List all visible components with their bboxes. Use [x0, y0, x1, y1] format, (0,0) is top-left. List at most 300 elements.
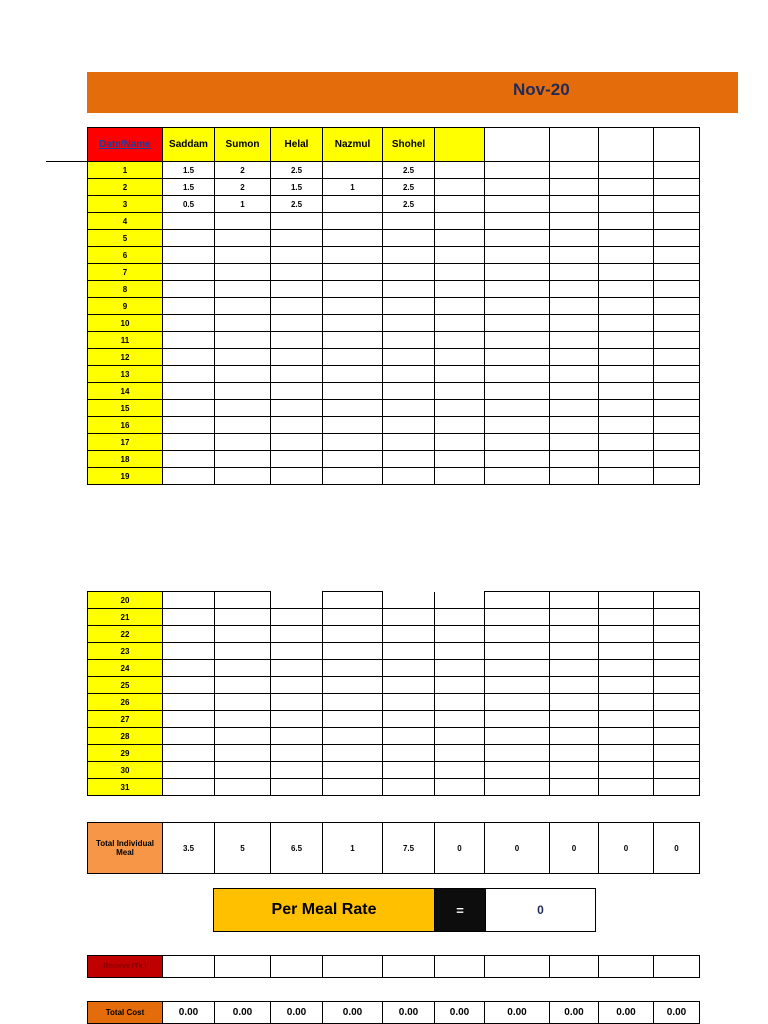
meal-cell[interactable]	[323, 468, 383, 485]
meal-cell[interactable]	[215, 213, 271, 230]
meal-cell[interactable]	[163, 609, 215, 626]
meal-cell[interactable]	[435, 179, 485, 196]
meal-cell[interactable]	[163, 694, 215, 711]
meal-cell[interactable]	[383, 315, 435, 332]
meal-cell[interactable]	[485, 281, 550, 298]
meal-cell[interactable]	[435, 694, 485, 711]
meal-cell[interactable]	[383, 468, 435, 485]
meal-cell[interactable]	[323, 349, 383, 366]
meal-cell[interactable]	[550, 468, 599, 485]
per-meal-rate-value[interactable]: 0	[485, 889, 595, 931]
meal-cell[interactable]	[599, 349, 654, 366]
meal-cell[interactable]	[654, 660, 700, 677]
meal-cell[interactable]	[654, 281, 700, 298]
meal-cell[interactable]	[599, 298, 654, 315]
meal-cell[interactable]	[485, 728, 550, 745]
meal-cell[interactable]	[215, 315, 271, 332]
meal-cell[interactable]	[323, 609, 383, 626]
meal-cell[interactable]	[215, 349, 271, 366]
meal-cell[interactable]	[383, 626, 435, 643]
meal-cell[interactable]	[383, 332, 435, 349]
meal-cell[interactable]	[163, 592, 215, 609]
meal-cell[interactable]	[323, 281, 383, 298]
meal-cell[interactable]	[383, 213, 435, 230]
meal-cell[interactable]	[271, 213, 323, 230]
meal-cell[interactable]	[271, 417, 323, 434]
meal-cell[interactable]	[485, 609, 550, 626]
meal-cell[interactable]	[383, 728, 435, 745]
meal-cell[interactable]	[215, 779, 271, 796]
meal-cell[interactable]	[271, 349, 323, 366]
meal-cell[interactable]	[163, 677, 215, 694]
meal-cell[interactable]	[215, 247, 271, 264]
meal-cell[interactable]	[550, 332, 599, 349]
meal-cell[interactable]	[271, 745, 323, 762]
meal-cell[interactable]	[383, 745, 435, 762]
meal-cell[interactable]	[485, 434, 550, 451]
meal-cell[interactable]	[215, 400, 271, 417]
meal-cell[interactable]	[550, 315, 599, 332]
meal-cell[interactable]: 1.5	[271, 179, 323, 196]
meal-cell[interactable]	[383, 592, 435, 609]
meal-cell[interactable]	[383, 677, 435, 694]
meal-cell[interactable]	[163, 400, 215, 417]
meal-cell[interactable]	[323, 264, 383, 281]
meal-cell[interactable]	[550, 213, 599, 230]
meal-cell[interactable]	[485, 298, 550, 315]
meal-cell[interactable]	[271, 247, 323, 264]
meal-cell[interactable]	[599, 281, 654, 298]
meal-cell[interactable]	[485, 745, 550, 762]
meal-cell[interactable]	[435, 366, 485, 383]
meal-cell[interactable]	[323, 451, 383, 468]
meal-cell[interactable]	[485, 660, 550, 677]
meal-cell[interactable]	[215, 366, 271, 383]
meal-cell[interactable]	[163, 728, 215, 745]
meal-cell[interactable]	[163, 762, 215, 779]
meal-cell[interactable]	[323, 196, 383, 213]
meal-cell[interactable]	[323, 728, 383, 745]
meal-cell[interactable]	[215, 281, 271, 298]
meal-cell[interactable]	[654, 213, 700, 230]
meal-cell[interactable]	[599, 660, 654, 677]
meal-cell[interactable]	[654, 400, 700, 417]
meal-cell[interactable]	[550, 626, 599, 643]
meal-cell[interactable]	[599, 451, 654, 468]
meal-cell[interactable]	[435, 383, 485, 400]
meal-cell[interactable]	[383, 762, 435, 779]
meal-cell[interactable]	[654, 264, 700, 281]
meal-cell[interactable]: 0.5	[163, 196, 215, 213]
meal-cell[interactable]	[550, 728, 599, 745]
meal-cell[interactable]	[323, 383, 383, 400]
meal-cell[interactable]	[599, 247, 654, 264]
meal-cell[interactable]	[271, 434, 323, 451]
meal-cell[interactable]	[485, 366, 550, 383]
meal-cell[interactable]	[599, 230, 654, 247]
meal-cell[interactable]	[485, 468, 550, 485]
meal-cell[interactable]: 2.5	[383, 196, 435, 213]
meal-cell[interactable]	[215, 264, 271, 281]
meal-cell[interactable]	[383, 451, 435, 468]
meal-cell[interactable]	[485, 349, 550, 366]
meal-cell[interactable]	[654, 677, 700, 694]
meal-cell[interactable]	[485, 179, 550, 196]
meal-cell[interactable]	[550, 281, 599, 298]
meal-cell[interactable]	[163, 332, 215, 349]
meal-cell[interactable]	[654, 592, 700, 609]
meal-cell[interactable]	[383, 711, 435, 728]
meal-cell[interactable]: 2.5	[383, 162, 435, 179]
meal-cell[interactable]	[383, 434, 435, 451]
meal-cell[interactable]	[485, 592, 550, 609]
meal-cell[interactable]: 2.5	[271, 162, 323, 179]
meal-cell[interactable]	[599, 694, 654, 711]
meal-cell[interactable]	[550, 179, 599, 196]
meal-cell[interactable]	[550, 711, 599, 728]
meal-cell[interactable]	[323, 332, 383, 349]
meal-cell[interactable]	[435, 400, 485, 417]
meal-cell[interactable]	[215, 677, 271, 694]
meal-cell[interactable]	[163, 643, 215, 660]
receive-cell[interactable]	[271, 956, 323, 978]
meal-cell[interactable]	[435, 779, 485, 796]
meal-cell[interactable]	[271, 694, 323, 711]
meal-cell[interactable]	[383, 349, 435, 366]
meal-cell[interactable]	[485, 162, 550, 179]
meal-cell[interactable]	[550, 592, 599, 609]
meal-cell[interactable]	[550, 677, 599, 694]
meal-cell[interactable]	[485, 196, 550, 213]
meal-cell[interactable]	[599, 728, 654, 745]
meal-cell[interactable]	[435, 468, 485, 485]
meal-cell[interactable]	[550, 230, 599, 247]
meal-cell[interactable]	[599, 400, 654, 417]
meal-cell[interactable]	[435, 264, 485, 281]
meal-cell[interactable]	[215, 694, 271, 711]
meal-cell[interactable]	[215, 332, 271, 349]
meal-cell[interactable]	[383, 230, 435, 247]
meal-cell[interactable]	[271, 728, 323, 745]
meal-cell[interactable]	[215, 745, 271, 762]
meal-cell[interactable]	[271, 264, 323, 281]
meal-cell[interactable]	[550, 417, 599, 434]
meal-cell[interactable]	[215, 383, 271, 400]
meal-cell[interactable]	[163, 711, 215, 728]
meal-cell[interactable]	[215, 711, 271, 728]
meal-cell[interactable]	[599, 677, 654, 694]
meal-cell[interactable]	[323, 315, 383, 332]
meal-cell[interactable]	[383, 366, 435, 383]
meal-cell[interactable]	[383, 694, 435, 711]
meal-cell[interactable]	[435, 451, 485, 468]
meal-cell[interactable]	[550, 298, 599, 315]
meal-cell[interactable]	[383, 383, 435, 400]
meal-cell[interactable]	[485, 677, 550, 694]
meal-cell[interactable]	[163, 779, 215, 796]
meal-cell[interactable]: 2	[215, 162, 271, 179]
meal-cell[interactable]	[215, 609, 271, 626]
receive-cell[interactable]	[215, 956, 271, 978]
meal-cell[interactable]	[323, 762, 383, 779]
meal-cell[interactable]	[435, 745, 485, 762]
meal-cell[interactable]	[435, 332, 485, 349]
meal-cell[interactable]	[435, 281, 485, 298]
meal-cell[interactable]	[215, 451, 271, 468]
meal-cell[interactable]	[599, 264, 654, 281]
meal-cell[interactable]	[654, 643, 700, 660]
meal-cell[interactable]	[435, 434, 485, 451]
meal-cell[interactable]	[383, 298, 435, 315]
meal-cell[interactable]	[435, 196, 485, 213]
meal-cell[interactable]	[599, 609, 654, 626]
meal-cell[interactable]	[163, 468, 215, 485]
meal-cell[interactable]	[599, 643, 654, 660]
meal-cell[interactable]	[323, 694, 383, 711]
meal-cell[interactable]	[215, 728, 271, 745]
meal-cell[interactable]	[654, 332, 700, 349]
meal-cell[interactable]	[550, 366, 599, 383]
meal-cell[interactable]	[435, 592, 485, 609]
meal-cell[interactable]	[599, 366, 654, 383]
meal-cell[interactable]	[163, 434, 215, 451]
meal-cell[interactable]	[485, 315, 550, 332]
meal-cell[interactable]	[599, 332, 654, 349]
meal-cell[interactable]	[323, 366, 383, 383]
meal-cell[interactable]	[215, 643, 271, 660]
meal-cell[interactable]	[215, 592, 271, 609]
meal-cell[interactable]	[654, 779, 700, 796]
meal-cell[interactable]	[271, 711, 323, 728]
meal-cell[interactable]	[654, 434, 700, 451]
meal-cell[interactable]	[485, 332, 550, 349]
meal-cell[interactable]	[323, 660, 383, 677]
meal-cell[interactable]	[271, 366, 323, 383]
meal-cell[interactable]	[550, 162, 599, 179]
meal-cell[interactable]	[485, 694, 550, 711]
meal-cell[interactable]	[435, 417, 485, 434]
meal-cell[interactable]	[323, 434, 383, 451]
meal-cell[interactable]	[550, 762, 599, 779]
meal-cell[interactable]	[215, 434, 271, 451]
meal-cell[interactable]: 1	[323, 179, 383, 196]
meal-cell[interactable]	[654, 609, 700, 626]
meal-cell[interactable]	[435, 728, 485, 745]
meal-cell[interactable]	[383, 247, 435, 264]
meal-cell[interactable]	[163, 451, 215, 468]
meal-cell[interactable]	[485, 247, 550, 264]
meal-cell[interactable]	[485, 417, 550, 434]
meal-cell[interactable]	[271, 332, 323, 349]
meal-cell[interactable]	[599, 213, 654, 230]
meal-cell[interactable]	[323, 162, 383, 179]
meal-cell[interactable]	[550, 349, 599, 366]
meal-cell[interactable]	[550, 400, 599, 417]
meal-cell[interactable]	[435, 677, 485, 694]
meal-cell[interactable]	[271, 383, 323, 400]
meal-cell[interactable]	[654, 179, 700, 196]
meal-cell[interactable]	[485, 451, 550, 468]
meal-cell[interactable]	[383, 660, 435, 677]
meal-cell[interactable]	[271, 230, 323, 247]
meal-cell[interactable]	[599, 626, 654, 643]
meal-cell[interactable]: 2	[215, 179, 271, 196]
meal-cell[interactable]: 1.5	[163, 179, 215, 196]
meal-cell[interactable]	[599, 711, 654, 728]
meal-cell[interactable]	[485, 762, 550, 779]
meal-cell[interactable]	[383, 643, 435, 660]
meal-cell[interactable]	[654, 468, 700, 485]
meal-cell[interactable]	[163, 247, 215, 264]
meal-cell[interactable]	[323, 400, 383, 417]
meal-cell[interactable]	[599, 745, 654, 762]
meal-cell[interactable]	[654, 298, 700, 315]
meal-cell[interactable]	[654, 162, 700, 179]
meal-cell[interactable]	[435, 162, 485, 179]
meal-cell[interactable]	[163, 230, 215, 247]
meal-cell[interactable]	[485, 400, 550, 417]
meal-cell[interactable]	[550, 264, 599, 281]
meal-cell[interactable]	[323, 298, 383, 315]
meal-cell[interactable]	[215, 230, 271, 247]
meal-cell[interactable]	[550, 383, 599, 400]
meal-cell[interactable]	[550, 609, 599, 626]
meal-cell[interactable]	[485, 711, 550, 728]
meal-cell[interactable]	[323, 779, 383, 796]
meal-cell[interactable]	[550, 247, 599, 264]
meal-cell[interactable]	[323, 247, 383, 264]
meal-cell[interactable]	[654, 762, 700, 779]
meal-cell[interactable]	[271, 643, 323, 660]
meal-cell[interactable]	[550, 434, 599, 451]
meal-cell[interactable]	[323, 626, 383, 643]
meal-cell[interactable]	[271, 281, 323, 298]
meal-cell[interactable]	[654, 366, 700, 383]
meal-cell[interactable]	[215, 626, 271, 643]
meal-cell[interactable]	[215, 468, 271, 485]
meal-cell[interactable]	[163, 264, 215, 281]
meal-cell[interactable]	[599, 434, 654, 451]
meal-cell[interactable]	[323, 213, 383, 230]
meal-cell[interactable]	[550, 779, 599, 796]
meal-cell[interactable]	[323, 230, 383, 247]
meal-cell[interactable]	[485, 264, 550, 281]
meal-cell[interactable]	[435, 213, 485, 230]
meal-cell[interactable]	[271, 315, 323, 332]
meal-cell[interactable]	[435, 626, 485, 643]
receive-cell[interactable]	[383, 956, 435, 978]
meal-cell[interactable]	[383, 779, 435, 796]
meal-cell[interactable]	[485, 779, 550, 796]
meal-cell[interactable]	[271, 762, 323, 779]
meal-cell[interactable]	[599, 417, 654, 434]
meal-cell[interactable]	[599, 383, 654, 400]
receive-cell[interactable]	[485, 956, 550, 978]
meal-cell[interactable]	[485, 383, 550, 400]
meal-cell[interactable]	[599, 762, 654, 779]
meal-cell[interactable]	[271, 677, 323, 694]
meal-cell[interactable]	[163, 745, 215, 762]
meal-cell[interactable]: 2.5	[271, 196, 323, 213]
meal-cell[interactable]	[271, 400, 323, 417]
meal-cell[interactable]	[435, 349, 485, 366]
meal-cell[interactable]	[163, 349, 215, 366]
meal-cell[interactable]	[271, 609, 323, 626]
meal-cell[interactable]	[383, 400, 435, 417]
meal-cell[interactable]	[550, 745, 599, 762]
meal-cell[interactable]	[271, 592, 323, 609]
meal-cell[interactable]	[271, 468, 323, 485]
meal-cell[interactable]	[550, 196, 599, 213]
receive-cell[interactable]	[654, 956, 700, 978]
meal-cell[interactable]	[323, 417, 383, 434]
meal-cell[interactable]	[163, 626, 215, 643]
meal-cell[interactable]	[383, 281, 435, 298]
meal-cell[interactable]	[550, 660, 599, 677]
meal-cell[interactable]	[271, 660, 323, 677]
meal-cell[interactable]	[271, 451, 323, 468]
meal-cell[interactable]	[435, 762, 485, 779]
meal-cell[interactable]	[550, 643, 599, 660]
meal-cell[interactable]	[550, 451, 599, 468]
meal-cell[interactable]	[654, 745, 700, 762]
meal-cell[interactable]	[435, 230, 485, 247]
meal-cell[interactable]	[654, 315, 700, 332]
meal-cell[interactable]	[323, 677, 383, 694]
meal-cell[interactable]	[271, 626, 323, 643]
meal-cell[interactable]	[654, 349, 700, 366]
meal-cell[interactable]	[550, 694, 599, 711]
meal-cell[interactable]	[323, 643, 383, 660]
meal-cell[interactable]	[654, 711, 700, 728]
meal-cell[interactable]	[215, 298, 271, 315]
meal-cell[interactable]	[654, 196, 700, 213]
meal-cell[interactable]	[599, 592, 654, 609]
meal-cell[interactable]	[435, 660, 485, 677]
meal-cell[interactable]	[271, 298, 323, 315]
meal-cell[interactable]	[435, 315, 485, 332]
meal-cell[interactable]	[163, 213, 215, 230]
meal-cell[interactable]	[485, 626, 550, 643]
meal-cell[interactable]	[599, 779, 654, 796]
meal-cell[interactable]	[323, 592, 383, 609]
meal-cell[interactable]	[654, 230, 700, 247]
meal-cell[interactable]	[163, 660, 215, 677]
meal-cell[interactable]	[163, 315, 215, 332]
meal-cell[interactable]	[654, 417, 700, 434]
meal-cell[interactable]	[383, 417, 435, 434]
meal-cell[interactable]	[599, 179, 654, 196]
meal-cell[interactable]	[163, 366, 215, 383]
meal-cell[interactable]	[654, 728, 700, 745]
meal-cell[interactable]	[163, 298, 215, 315]
meal-cell[interactable]	[215, 660, 271, 677]
meal-cell[interactable]	[271, 779, 323, 796]
meal-cell[interactable]	[654, 694, 700, 711]
meal-cell[interactable]	[163, 383, 215, 400]
meal-cell[interactable]: 1	[215, 196, 271, 213]
meal-cell[interactable]	[485, 213, 550, 230]
meal-cell[interactable]	[654, 383, 700, 400]
receive-cell[interactable]	[550, 956, 599, 978]
meal-cell[interactable]	[485, 643, 550, 660]
receive-cell[interactable]	[323, 956, 383, 978]
meal-cell[interactable]	[654, 451, 700, 468]
meal-cell[interactable]	[383, 609, 435, 626]
meal-cell[interactable]: 1.5	[163, 162, 215, 179]
meal-cell[interactable]	[163, 417, 215, 434]
receive-cell[interactable]	[435, 956, 485, 978]
